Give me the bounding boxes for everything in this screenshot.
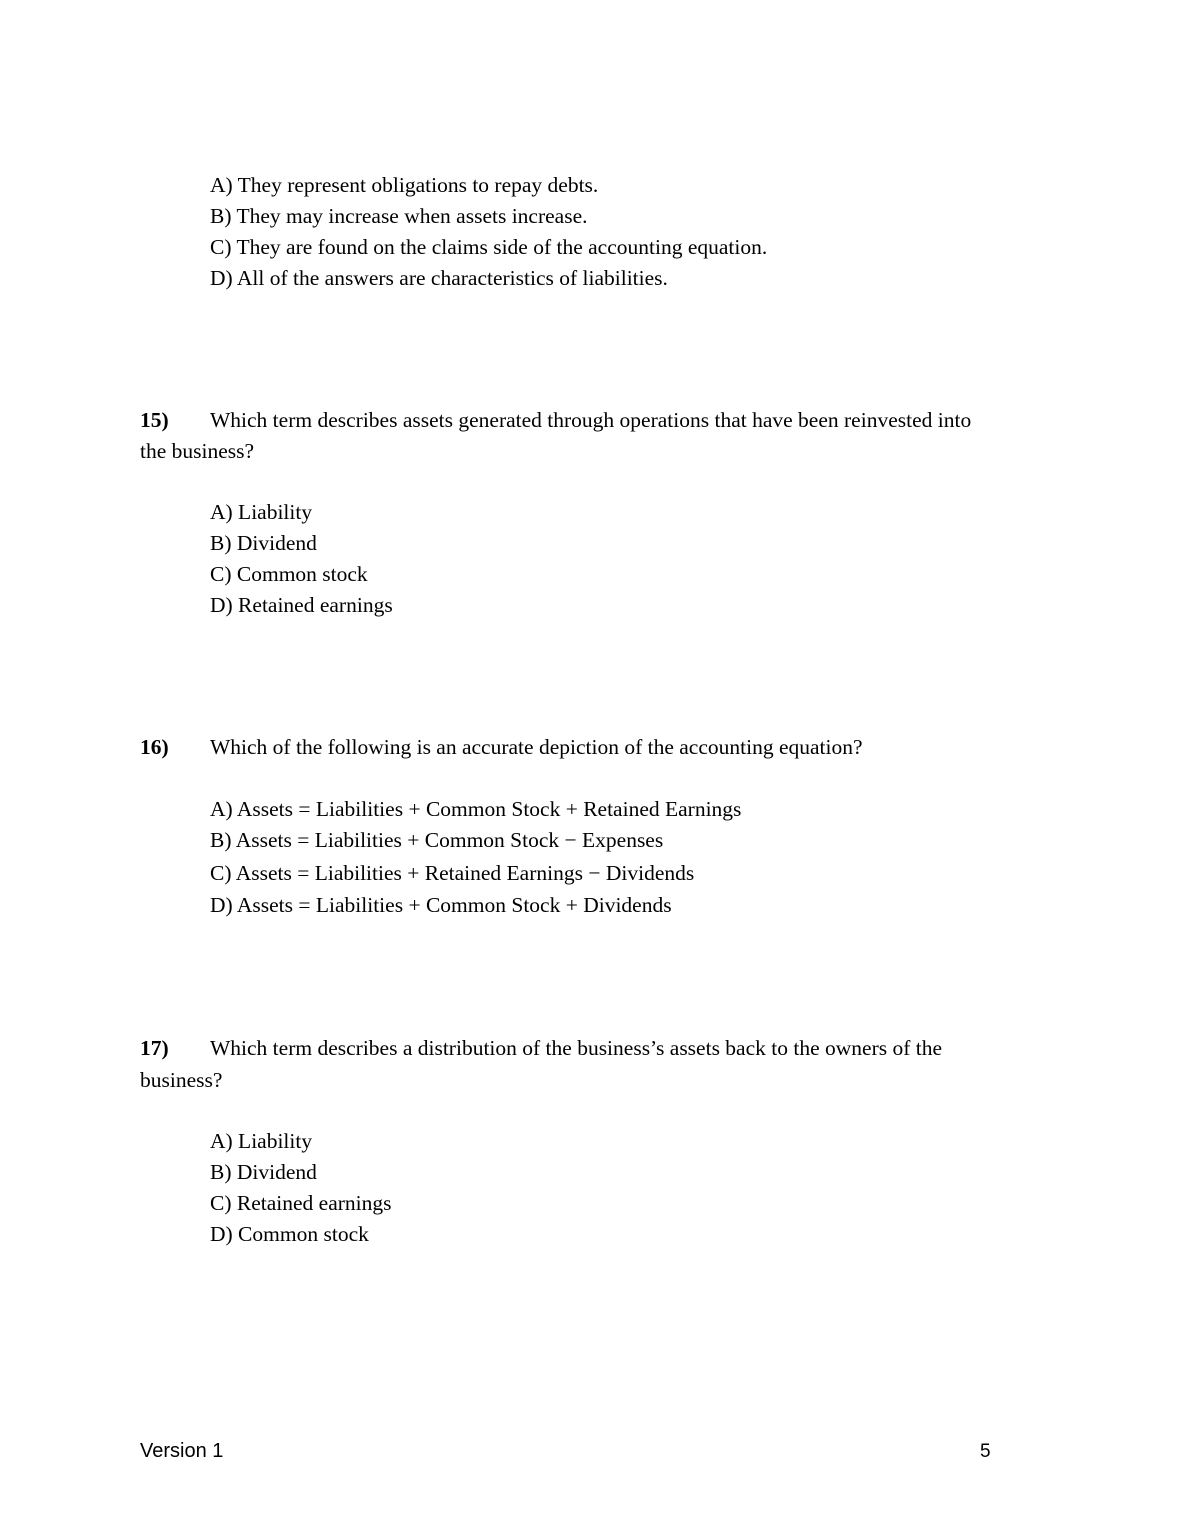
option-d: D) Retained earnings [210, 593, 393, 617]
option-a: A) They represent obligations to repay debts. [210, 173, 599, 197]
option-d: D) All of the answers are characteristics of liabilities. [210, 266, 668, 290]
option-d: D) Assets = Liabilities + Common Stock + Dividends [210, 893, 672, 917]
question-text-line1: Which term describes a distribution of the business’s assets back to the owners of the [210, 1036, 943, 1060]
option-c: C) Retained earnings [210, 1191, 392, 1215]
footer-version: Version 1 [140, 1440, 224, 1462]
option-b: B) They may increase when assets increase. [210, 204, 588, 228]
footer-page-number: 5 [980, 1441, 991, 1462]
question-number: 15) [140, 408, 169, 432]
option-c: C) Common stock [210, 562, 368, 586]
option-d: D) Common stock [210, 1222, 369, 1246]
option-b: B) Assets = Liabilities + Common Stock − Expenses [210, 828, 664, 852]
option-c: C) Assets = Liabilities + Retained Earnings − Dividends [210, 861, 695, 885]
option-a: A) Assets = Liabilities + Common Stock + Retained Earnings [210, 797, 742, 821]
question-text-line1: Which of the following is an accurate depiction of the accounting equation? [210, 735, 863, 759]
option-a: A) Liability [210, 1129, 313, 1153]
option-c: C) They are found on the claims side of the accounting equation. [210, 235, 768, 259]
question-text-line1: Which term describes assets generated through operations that have been reinvested into [210, 408, 972, 432]
question-number: 16) [140, 735, 169, 759]
option-b: B) Dividend [210, 531, 317, 555]
question-text-line2: business? [140, 1068, 223, 1092]
question-text-line2: the business? [140, 439, 255, 463]
question-number: 17) [140, 1036, 169, 1060]
option-b: B) Dividend [210, 1160, 317, 1184]
option-a: A) Liability [210, 500, 313, 524]
